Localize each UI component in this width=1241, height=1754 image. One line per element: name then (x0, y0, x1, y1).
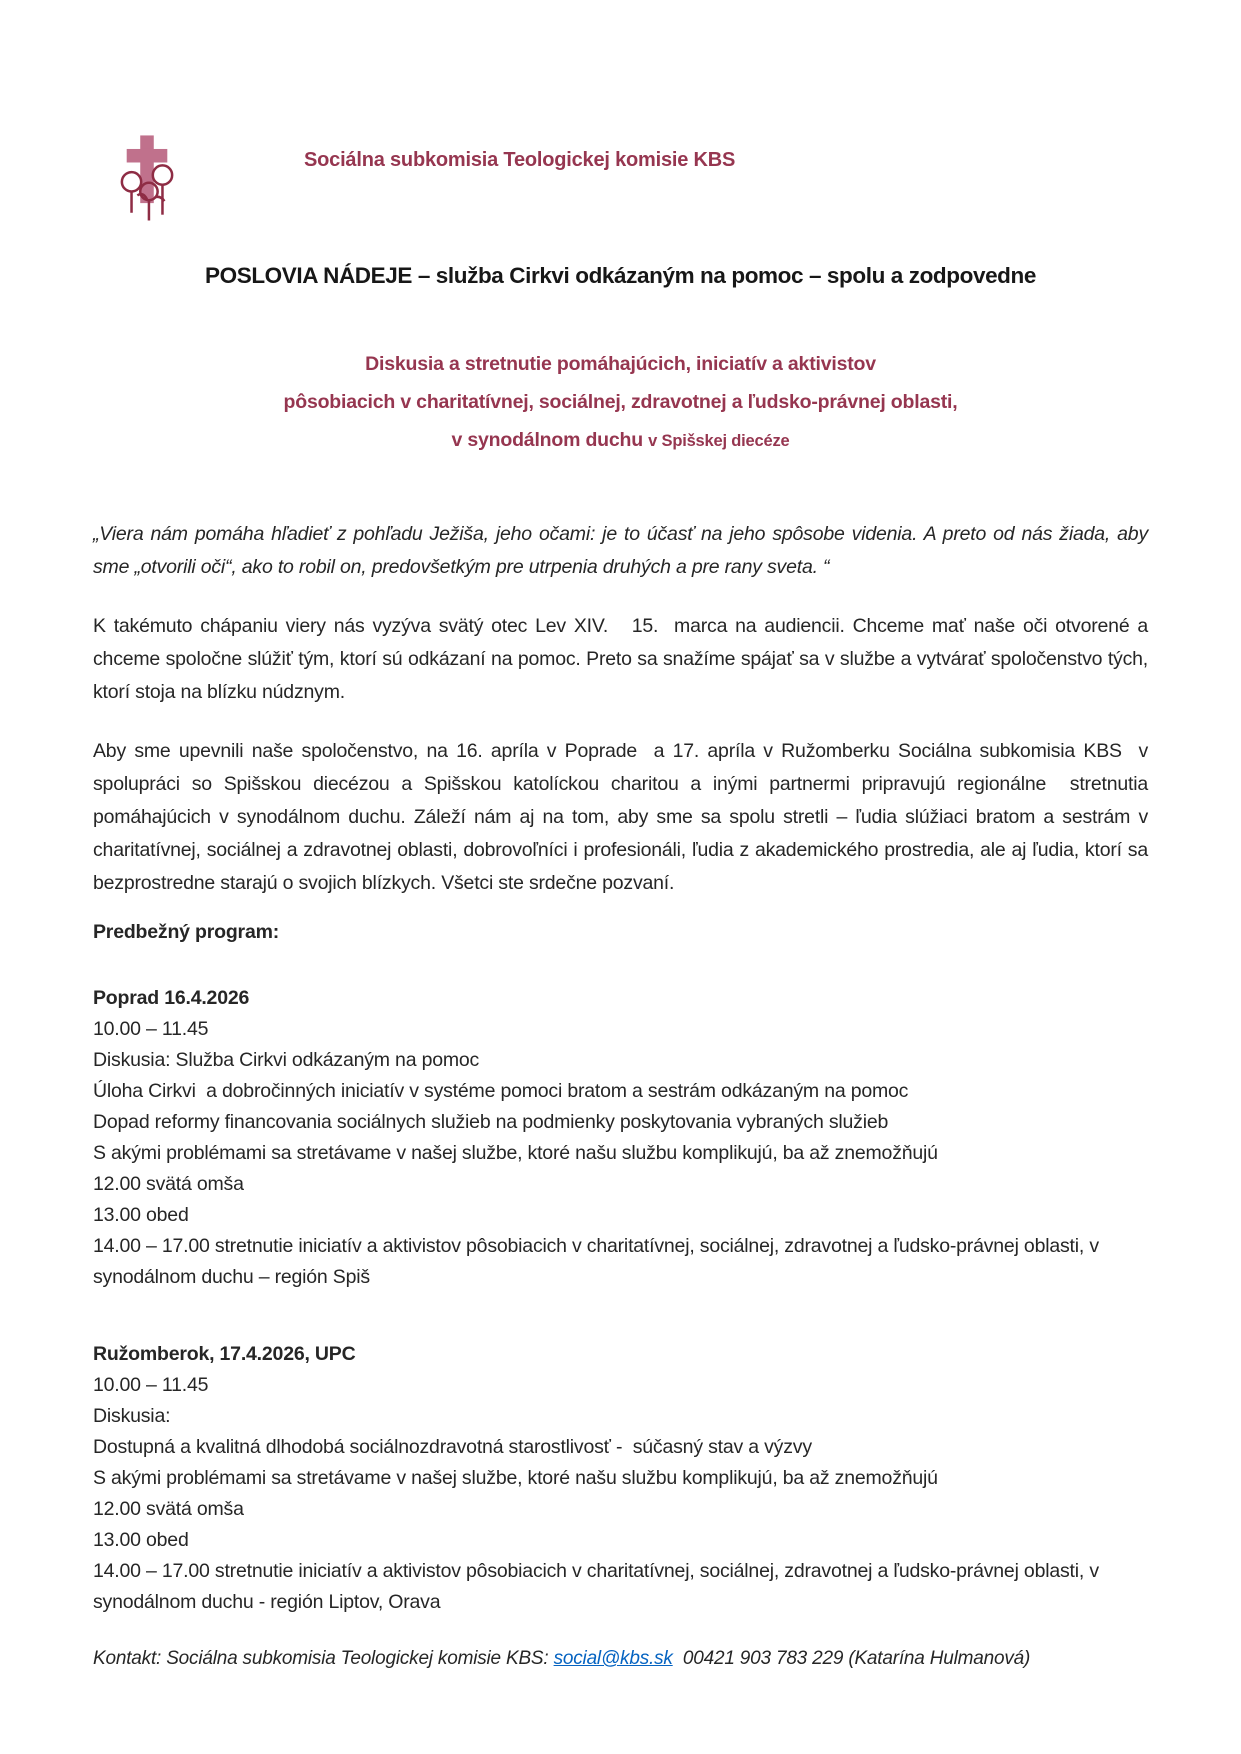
session-line: Dostupná a kvalitná dlhodobá sociálnozdravotná starostlivosť - súčasný stav a výzvy (93, 1436, 812, 1458)
contact-footer (93, 1644, 1148, 1674)
subtitle-line-2: pôsobiacich v charitatívnej, sociálnej, zdravotnej a ľudsko-právnej oblasti, (283, 391, 958, 413)
session-heading: Poprad 16.4.2026 (93, 987, 250, 1009)
session-line: S akými problémami sa stretávame v našej službe, ktoré našu službu komplikujú, ba až znemožňujú (93, 1467, 938, 1489)
document-header (93, 0, 1148, 221)
event-subtitle (93, 345, 1148, 460)
session-line: S akými problémami sa stretávame v našej službe, ktoré našu službu komplikujú, ba až znemožňujú (93, 1142, 938, 1164)
program-session-poprad (93, 983, 1148, 1293)
session-line: 10.00 – 11.45 (93, 1018, 209, 1040)
session-line: 14.00 – 17.00 stretnutie iniciatív a aktivistov pôsobiacich v charitatívnej, sociálnej, zdravotnej a ľudsko-právnej oblasti, v synodálnom duchu - región Liptov, Orava (93, 1560, 1105, 1613)
session-line: Diskusia: (93, 1405, 171, 1427)
quote-paragraph: „Viera nám pomáha hľadieť z pohľadu Ježiša, jeho očami: je to účasť na jeho spôsobe videnia. A preto od nás žiada, aby sme „otvorili oči“, ako to robil on, predovšetkým pre utrpenia druhých a pre rany sveta. “ (93, 523, 1154, 578)
session-heading: Ružomberok, 17.4.2026, UPC (93, 1343, 356, 1365)
body-paragraph-1: K takémuto chápaniu viery nás vyzýva svätý otec Lev XIV. 15. marca na audiencii. Chceme mať naše oči otvorené a chceme spoločne slúžiť tým, ktorí sú odkázaní na pomoc. Preto sa snažíme spájať sa v službe a vytvárať spoločenstvo tých, ktorí stoja na blízku núdznym. (93, 615, 1154, 703)
church-community-logo-icon (118, 133, 176, 221)
subtitle-line-3-small: v Spišskej diecéze (648, 432, 790, 450)
session-line: 13.00 obed (93, 1529, 189, 1551)
session-line: 10.00 – 11.45 (93, 1374, 209, 1396)
contact-prefix: Kontakt: Sociálna subkomisia Teologickej komisie KBS: (93, 1648, 554, 1669)
session-line: 12.00 svätá omša (93, 1173, 244, 1195)
session-line: 12.00 svätá omša (93, 1498, 244, 1520)
subtitle-line-3 (93, 421, 1148, 460)
subtitle-line-3-main: v synodálnom duchu (451, 429, 649, 451)
contact-email-link[interactable]: social@kbs.sk (553, 1648, 673, 1669)
session-line: 14.00 – 17.00 stretnutie iniciatív a aktivistov pôsobiacich v charitatívnej, sociálnej, zdravotnej a ľudsko-právnej oblasti, v synodálnom duchu – región Spiš (93, 1235, 1105, 1288)
organization-name: Sociálna subkomisia Teologickej komisie KBS (304, 149, 736, 171)
body-paragraph-2: Aby sme upevnili naše spoločenstvo, na 16. apríla v Poprade a 17. apríla v Ružomberku Sociálna subkomisia KBS v spolupráci so Spišskou diecézou a Spišskou katolíckou charitou a inými partnermi pripravujú regionálne stretnutia pomáhajúcich v synodálnom duchu. Záleží nám aj na tom, aby sme sa spolu stretli – ľudia slúžiaci bratom a sestrám v charitatívnej, sociálnej a zdravotnej oblasti, dobrovoľníci i profesionáli, ľudia z akademického prostredia, ale aj ľudia, ktorí sa bezprostredne starajú o svojich blízkych. Všetci ste srdečne pozvaní. (93, 740, 1154, 894)
session-line: 13.00 obed (93, 1204, 189, 1226)
session-line: Dopad reformy financovania sociálnych služieb na podmienky poskytovania vybraných služieb (93, 1111, 889, 1133)
subtitle-line-1: Diskusia a stretnutie pomáhajúcich, iniciatív a aktivistov (365, 353, 876, 375)
session-line: Úloha Cirkvi a dobročinných iniciatív v systéme pomoci bratom a sestrám odkázaným na pomoc (93, 1080, 909, 1102)
session-line: Diskusia: Služba Cirkvi odkázaným na pomoc (93, 1049, 480, 1071)
contact-suffix: 00421 903 783 229 (Katarína Hulmanová) (672, 1648, 1031, 1669)
page-title: POSLOVIA NÁDEJE – služba Cirkvi odkázaným na pomoc – spolu a zodpovedne (205, 263, 1036, 288)
program-session-ruzomberok (93, 1339, 1148, 1618)
program-heading: Predbežný program: (93, 921, 280, 943)
